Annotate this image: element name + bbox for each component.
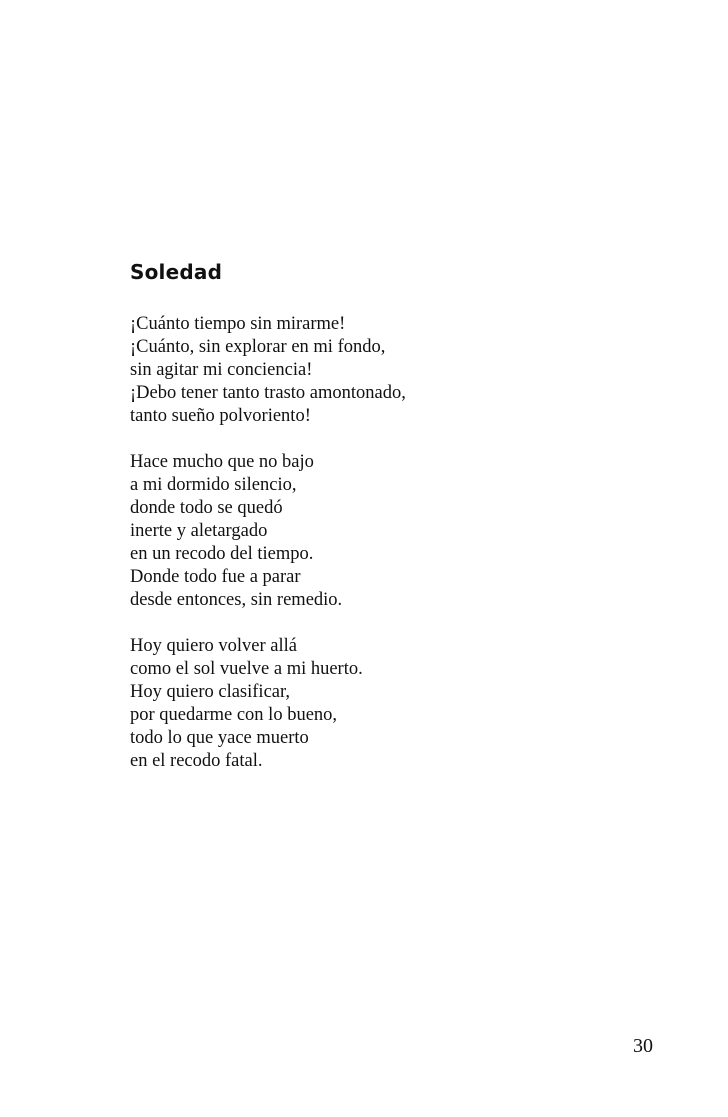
poem-body xyxy=(130,313,550,773)
verse-line: Hace mucho que no bajo xyxy=(130,452,314,472)
verse-line: por quedarme con lo bueno, xyxy=(130,705,338,725)
stanza xyxy=(130,635,550,773)
verse-line: tanto sueño polvoriento! xyxy=(130,406,311,426)
verse-line: ¡Cuánto tiempo sin mirarme! xyxy=(130,314,346,334)
verse-line: inerte y aletargado xyxy=(130,521,268,541)
stanza xyxy=(130,313,550,428)
verse-line: Donde todo fue a parar xyxy=(130,567,301,587)
verse-line: en el recodo fatal. xyxy=(130,751,263,771)
verse-line: Hoy quiero clasificar, xyxy=(130,682,291,702)
verse-line: ¡Cuánto, sin explorar en mi fondo, xyxy=(130,337,386,357)
page-number: 30 xyxy=(633,1035,653,1057)
poem-title: Soledad xyxy=(130,260,223,284)
verse-line: donde todo se quedó xyxy=(130,498,283,518)
verse-line: Hoy quiero volver allá xyxy=(130,636,297,656)
verse-line: desde entonces, sin remedio. xyxy=(130,590,343,610)
stanza xyxy=(130,451,550,612)
verse-line: ¡Debo tener tanto trasto amontonado, xyxy=(130,383,406,403)
verse-line: en un recodo del tiempo. xyxy=(130,544,314,564)
verse-line: todo lo que yace muerto xyxy=(130,728,309,748)
verse-line: como el sol vuelve a mi huerto. xyxy=(130,659,363,679)
verse-line: sin agitar mi conciencia! xyxy=(130,360,313,380)
verse-line: a mi dormido silencio, xyxy=(130,475,297,495)
